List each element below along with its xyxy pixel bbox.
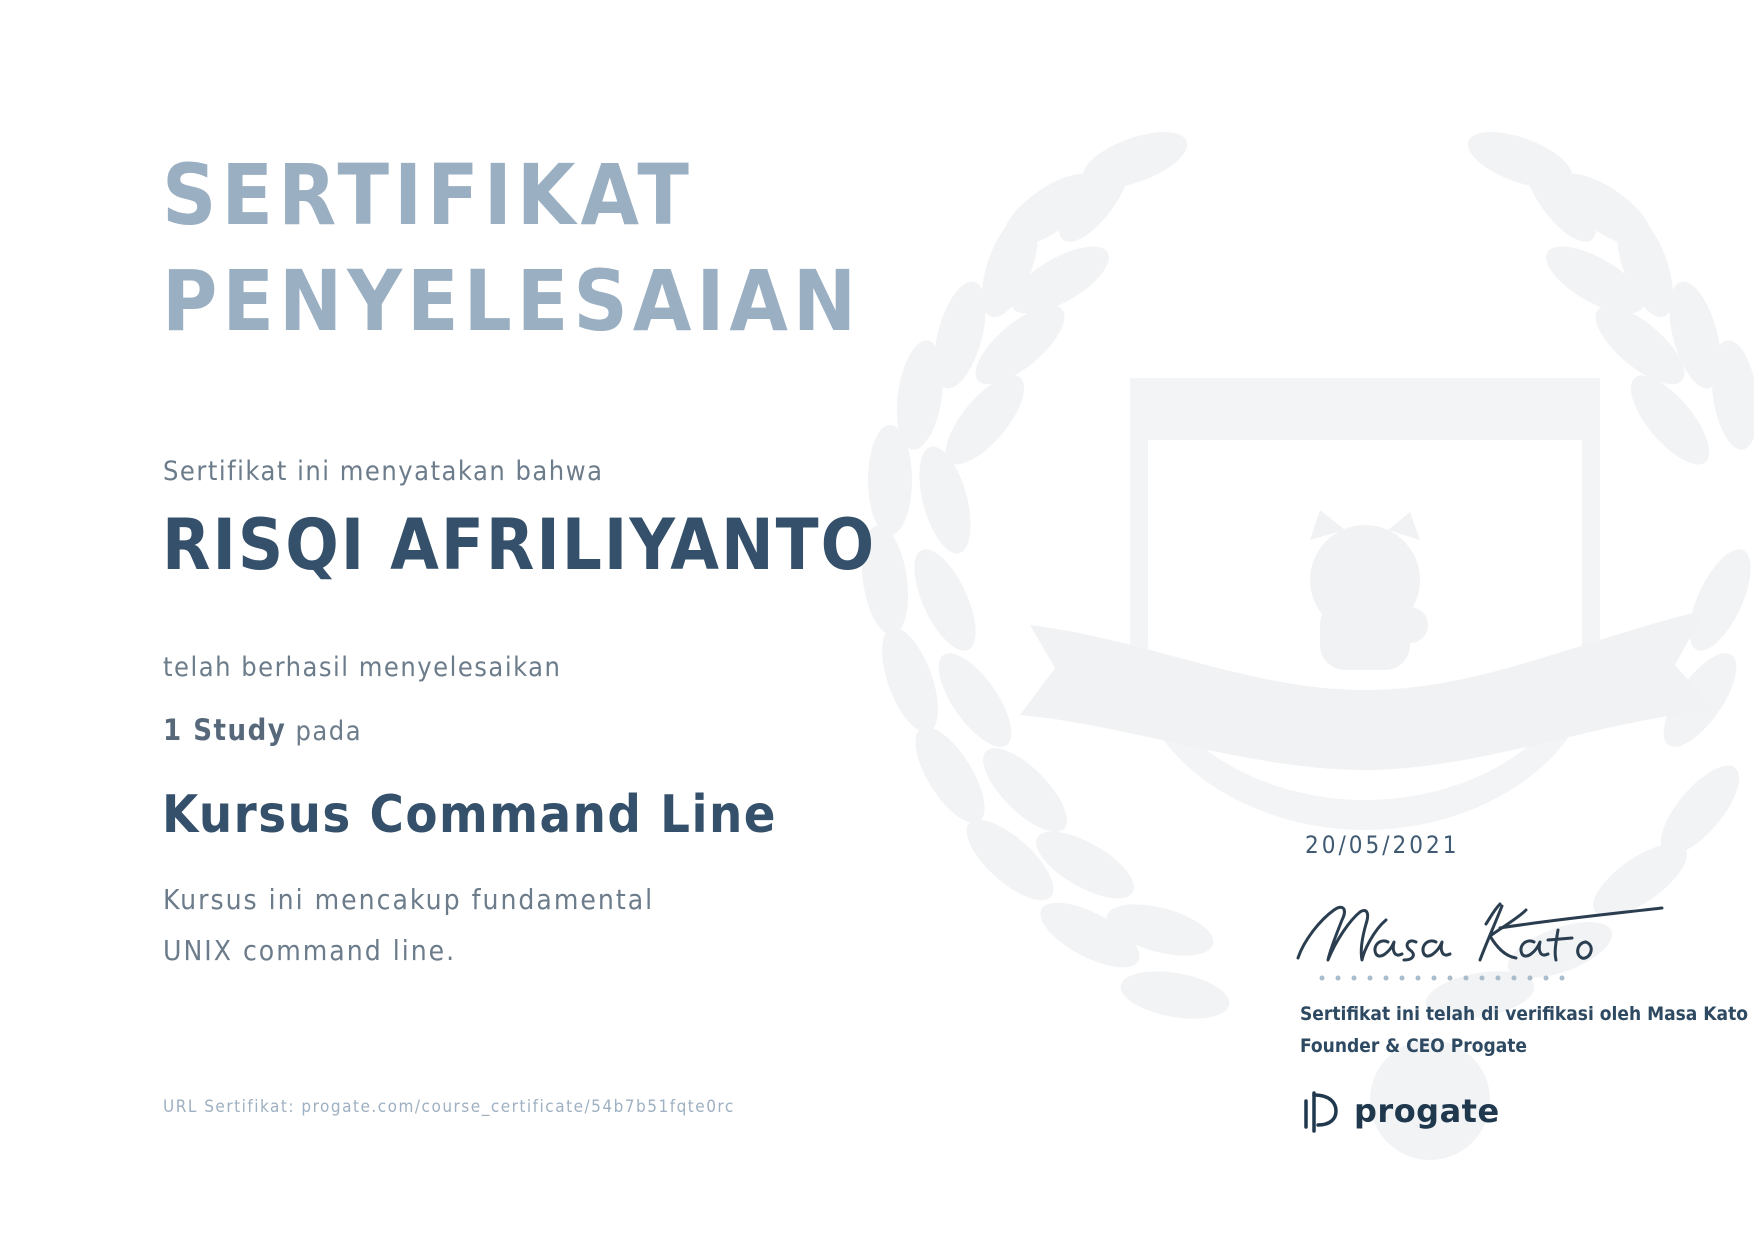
study-line bbox=[163, 713, 362, 747]
certificate-title-line1: SERTIFIKAT bbox=[162, 146, 694, 244]
progate-logo-icon bbox=[1300, 1087, 1340, 1135]
completed-text: telah berhasil menyelesaikan bbox=[163, 652, 562, 683]
study-suffix: pada bbox=[295, 716, 363, 747]
certificate-statement: Sertifikat ini menyatakan bahwa bbox=[163, 456, 604, 487]
issue-date: 20/05/2021 bbox=[1305, 831, 1460, 859]
verification-text bbox=[1300, 998, 1748, 1062]
recipient-name: RISQI AFRILIYANTO bbox=[162, 504, 877, 586]
certificate-title bbox=[162, 142, 861, 354]
verification-line1: Sertifikat ini telah di verifikasi oleh Masa Kato bbox=[1300, 1003, 1748, 1025]
course-description: Kursus ini mencakup fundamental UNIX command line. bbox=[163, 883, 655, 967]
progate-brand-name: progate bbox=[1354, 1092, 1500, 1130]
signature-image bbox=[1290, 880, 1670, 990]
verification-line2: Founder & CEO Progate bbox=[1300, 1035, 1528, 1057]
progate-brand bbox=[1300, 1087, 1500, 1135]
study-count: 1 Study bbox=[163, 713, 287, 747]
certificate-title-line2: PENYELESAIAN bbox=[162, 252, 862, 350]
certificate-url[interactable]: URL Sertifikat: progate.com/course_certificate/54b7b51fqte0rc bbox=[163, 1097, 735, 1117]
course-title: Kursus Command Line bbox=[162, 785, 778, 845]
